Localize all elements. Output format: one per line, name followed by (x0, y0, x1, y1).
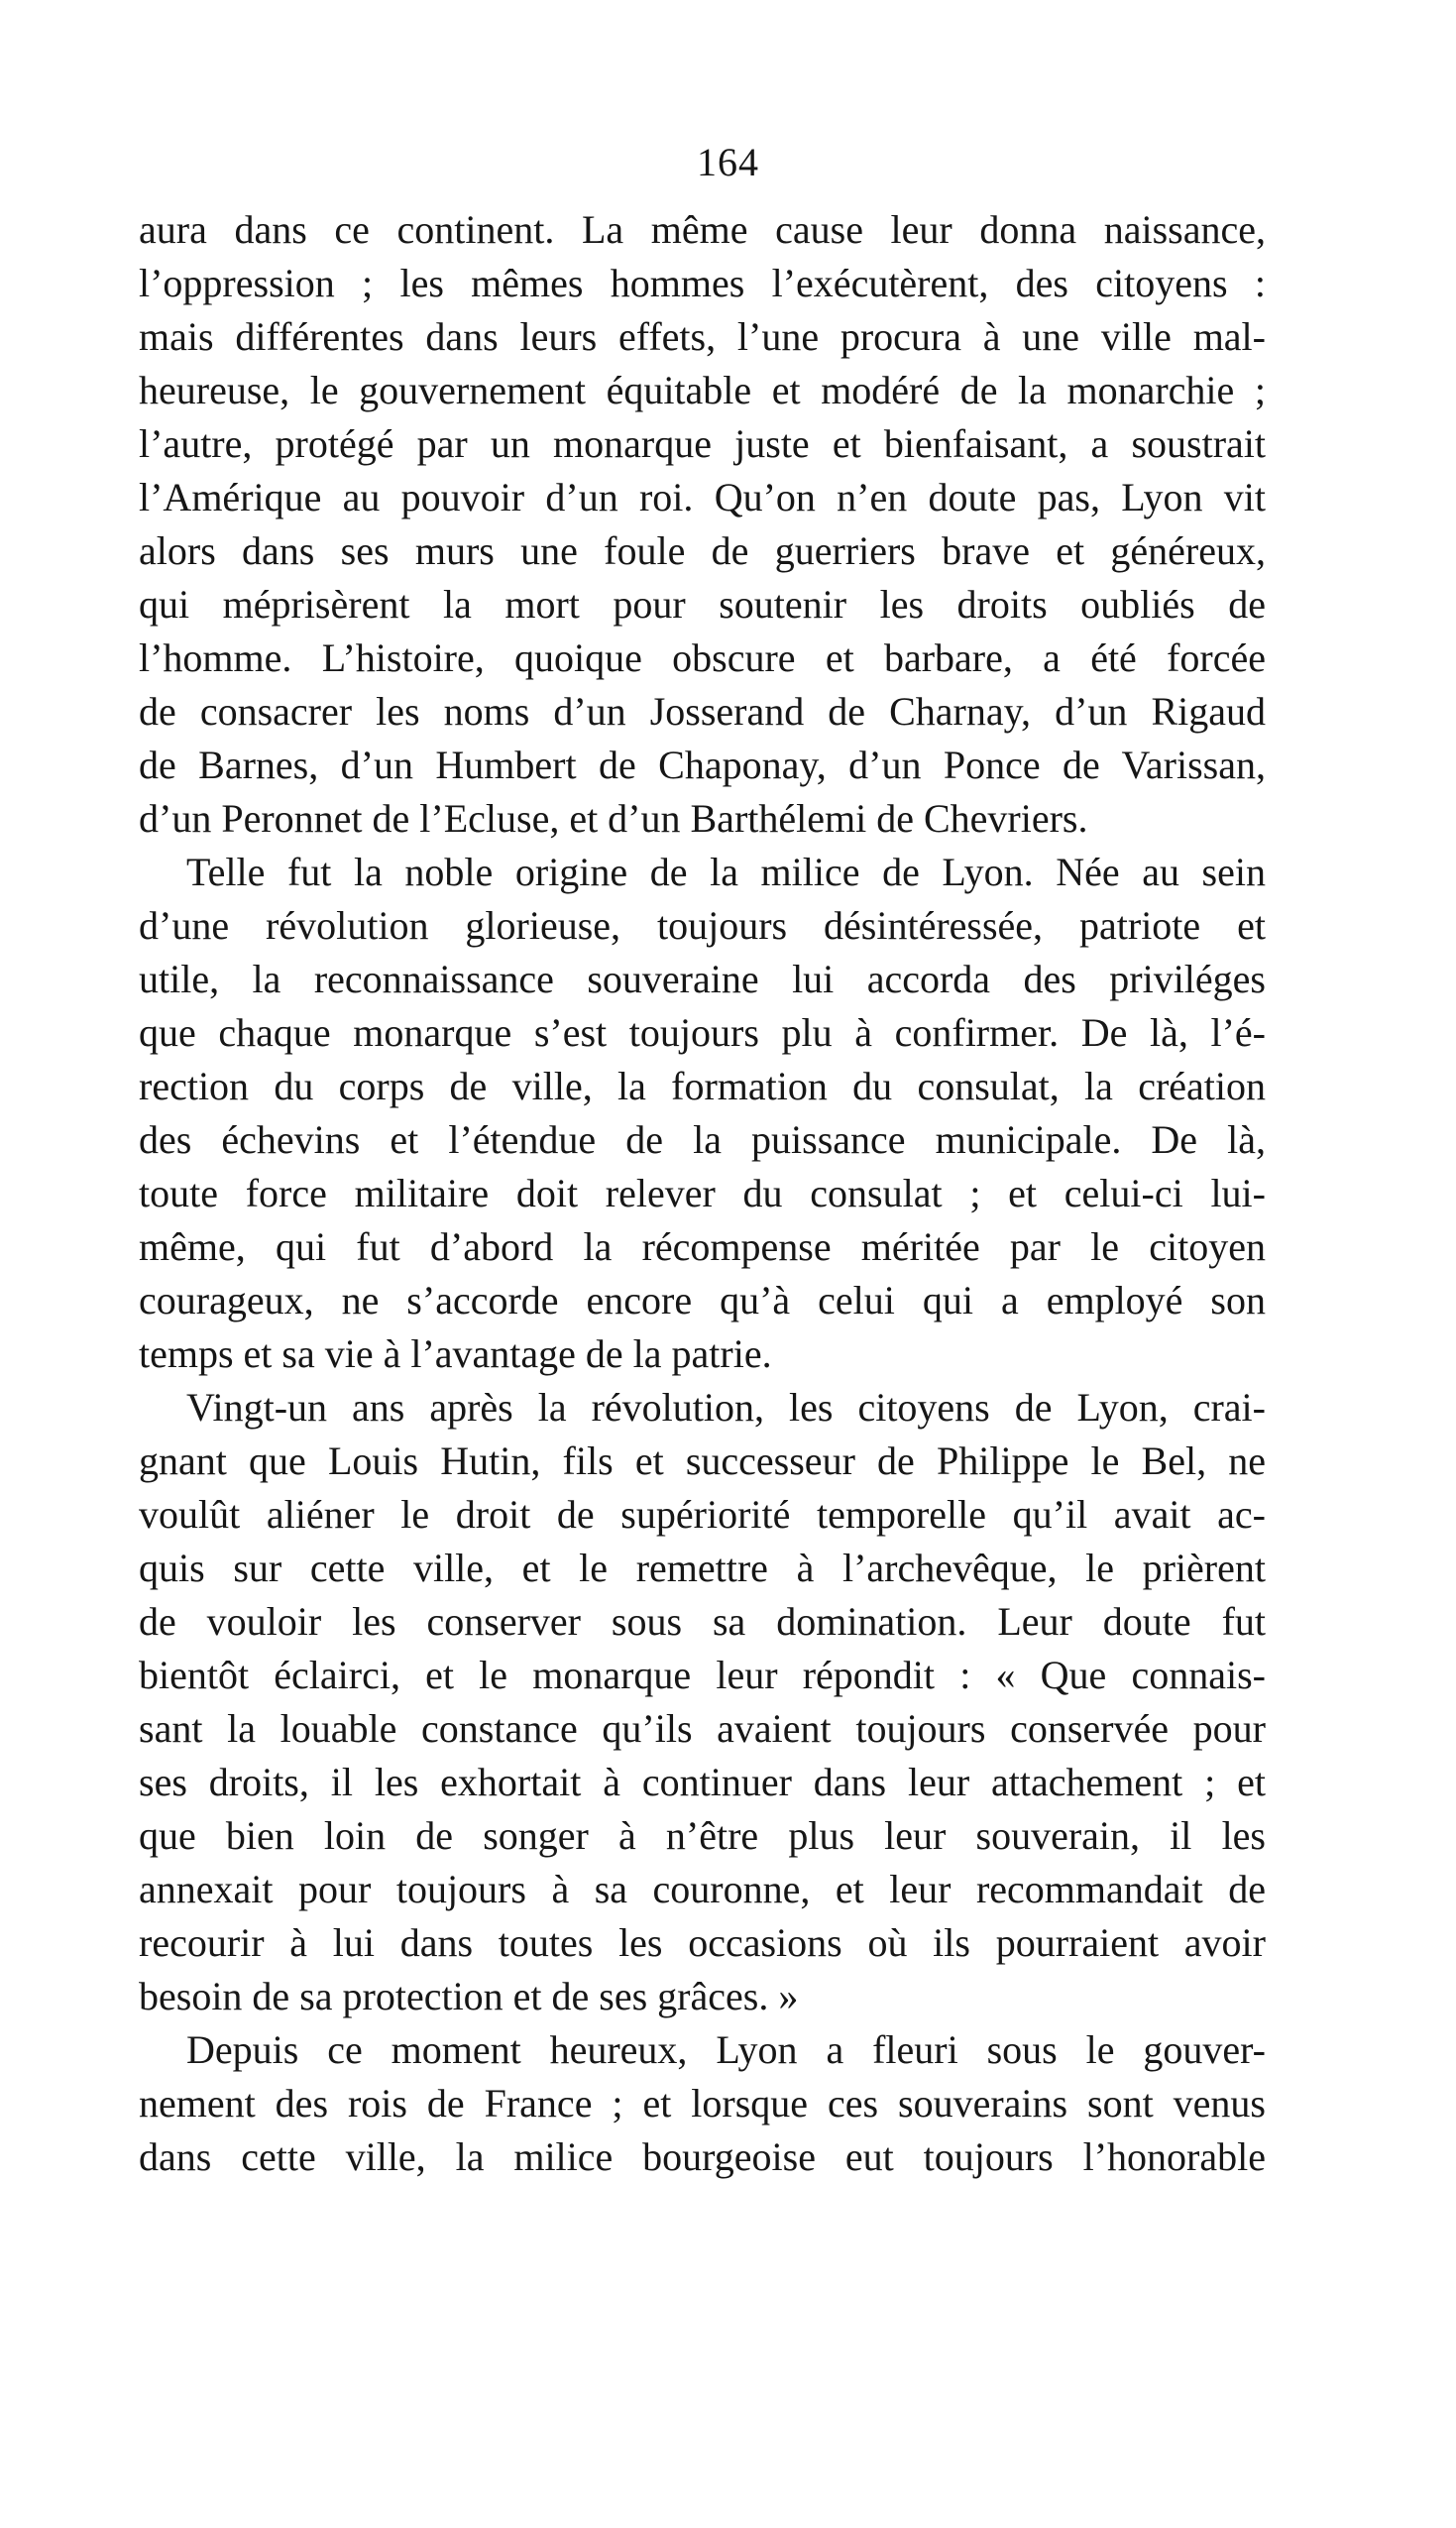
text-line: mais différentes dans leurs effets, l’une procura à une ville mal- (139, 314, 1266, 359)
text-line: d’un Peronnet de l’Ecluse, et d’un Barthélemi de Chevriers. (139, 796, 1088, 841)
text-line: que chaque monarque s’est toujours plu à confirmer. De là, l’é- (139, 1010, 1266, 1055)
text-line: courageux, ne s’accorde encore qu’à celui qui a employé son (139, 1278, 1266, 1322)
text-line: quis sur cette ville, et le remettre à l’archevêque, le prièrent (139, 1546, 1266, 1590)
text-line: toute force militaire doit relever du consulat ; et celui-ci lui- (139, 1171, 1266, 1215)
text-line: ses droits, il les exhortait à continuer dans leur attachement ; et (139, 1760, 1266, 1804)
text-line: bientôt éclairci, et le monarque leur répondit : « Que connais- (139, 1653, 1266, 1697)
page-number: 164 (697, 140, 759, 184)
paragraph-start-line: Depuis ce moment heureux, Lyon a fleuri sous le gouver- (186, 2027, 1266, 2072)
text-line: temps et sa vie à l’avantage de la patrie. (139, 1331, 772, 1376)
text-line: heureuse, le gouvernement équitable et modéré de la monarchie ; (139, 368, 1266, 412)
text-line: aura dans ce continent. La même cause leur donna naissance, (139, 207, 1266, 252)
text-line: besoin de sa protection et de ses grâces. » (139, 1974, 799, 2018)
text-line: l’autre, protégé par un monarque juste et bienfaisant, a soustrait (139, 421, 1266, 466)
text-line: dans cette ville, la milice bourgeoise eut toujours l’honorable (139, 2134, 1266, 2179)
text-line: recourir à lui dans toutes les occasions où ils pourraient avoir (139, 1920, 1266, 1965)
text-line: l’oppression ; les mêmes hommes l’exécutèrent, des citoyens : (139, 261, 1266, 305)
text-line: même, qui fut d’abord la récompense méritée par le citoyen (139, 1224, 1266, 1269)
text-line: gnant que Louis Hutin, fils et successeur de Philippe le Bel, ne (139, 1438, 1266, 1483)
text-line: l’Amérique au pouvoir d’un roi. Qu’on n’en doute pas, Lyon vit (139, 475, 1266, 519)
text-line: de consacrer les noms d’un Josserand de Charnay, d’un Rigaud (139, 689, 1266, 734)
text-line: alors dans ses murs une foule de guerriers brave et généreux, (139, 528, 1266, 573)
text-line: que bien loin de songer à n’être plus leur souverain, il les (139, 1813, 1266, 1858)
text-line: rection du corps de ville, la formation du consulat, la création (139, 1064, 1266, 1108)
text-line: d’une révolution glorieuse, toujours désintéressée, patriote et (139, 903, 1266, 948)
text-line: qui méprisèrent la mort pour soutenir les droits oubliés de (139, 582, 1266, 627)
body-text (139, 203, 1266, 2184)
paragraph-start-line: Vingt-un ans après la révolution, les citoyens de Lyon, crai- (186, 1385, 1266, 1430)
text-line: annexait pour toujours à sa couronne, et leur recommandait de (139, 1867, 1266, 1911)
text-line: utile, la reconnaissance souveraine lui accorda des priviléges (139, 957, 1266, 1001)
text-line: des échevins et l’étendue de la puissance municipale. De là, (139, 1117, 1266, 1162)
text-line: l’homme. L’histoire, quoique obscure et barbare, a été forcée (139, 635, 1266, 680)
text-line: de vouloir les conserver sous sa domination. Leur doute fut (139, 1599, 1266, 1644)
text-line: voulût aliéner le droit de supériorité temporelle qu’il avait ac- (139, 1492, 1266, 1537)
paragraph-start-line: Telle fut la noble origine de la milice de Lyon. Née au sein (186, 850, 1266, 894)
text-line: de Barnes, d’un Humbert de Chaponay, d’un Ponce de Varissan, (139, 743, 1266, 787)
text-line: nement des rois de France ; et lorsque ces souverains sont venus (139, 2081, 1266, 2126)
text-line: sant la louable constance qu’ils avaient toujours conservée pour (139, 1706, 1266, 1751)
